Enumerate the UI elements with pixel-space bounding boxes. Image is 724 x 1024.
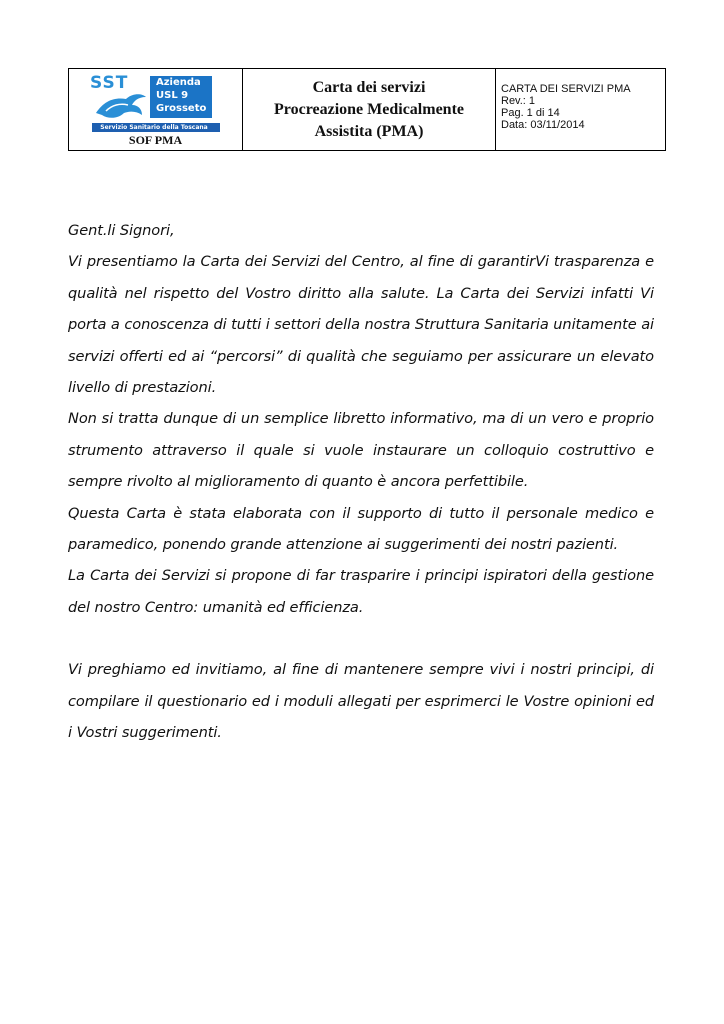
paragraph: Questa Carta è stata elaborata con il supporto di tutto il personale medico e paramedico, ponendo grande attenzione ai suggerimenti dei nostri pazienti. [68,504,654,554]
logo-line-1: Azienda [156,77,201,88]
document-header [68,68,666,151]
meta-page: Pag. 1 di 14 [501,107,560,119]
logo-cell [69,69,243,150]
letter-body [68,215,654,749]
pegasus-icon [92,91,148,121]
paragraph: Vi presentiamo la Carta dei Servizi del Centro, al fine di garantirVi trasparenza e qualità nel rispetto del Vostro diritto alla salute. La Carta dei Servizi infatti Vi porta a conoscenza di tutti i settori della nostra Struttura Sanitaria unitamente ai servizi offerti ed ai “percorsi” di qualità che seguiamo per assicurare un elevato livello di prestazioni. [68,253,654,397]
title-line-2: Procreazione Medicalmente [274,100,464,118]
paragraph: Non si tratta dunque di un semplice libretto informativo, ma di un vero e proprio strumento attraverso il quale si vuole instaurare un colloquio costruttivo e sempre rivolto al miglioramento di quanto è ancora perfettibile. [68,410,654,491]
paragraph: La Carta dei Servizi si propone di far trasparire i principi ispiratori della gestione del nostro Centro: umanità ed efficienza. [68,567,654,616]
logo-line-2: USL 9 [156,90,189,101]
unit-label: SOF PMA [128,133,183,147]
meta-doc: CARTA DEI SERVIZI PMA [501,83,631,95]
logo-line-3: Grosseto [156,103,207,114]
logo-azienda-block [150,76,212,118]
paragraph: Vi preghiamo ed invitiamo, al fine di mantenere sempre vivi i nostri principi, di compilare il questionario ed i moduli allegati per esprimerci le Vostre opinioni ed i Vostri suggerimenti. [68,661,654,742]
meta-revision: Rev.: 1 [501,95,536,107]
title-line-3: Assistita (PMA) [314,122,424,140]
document-meta [496,69,665,150]
logo-subtitle: Servizio Sanitario della Toscana [100,124,208,131]
organization-logo [90,73,220,129]
logo-brand: SST [90,73,129,93]
meta-date: Data: 03/11/2014 [501,119,585,131]
greeting: Gent.li Signori, [68,222,175,239]
title-line-1: Carta dei servizi [312,78,426,96]
document-title [243,69,496,150]
